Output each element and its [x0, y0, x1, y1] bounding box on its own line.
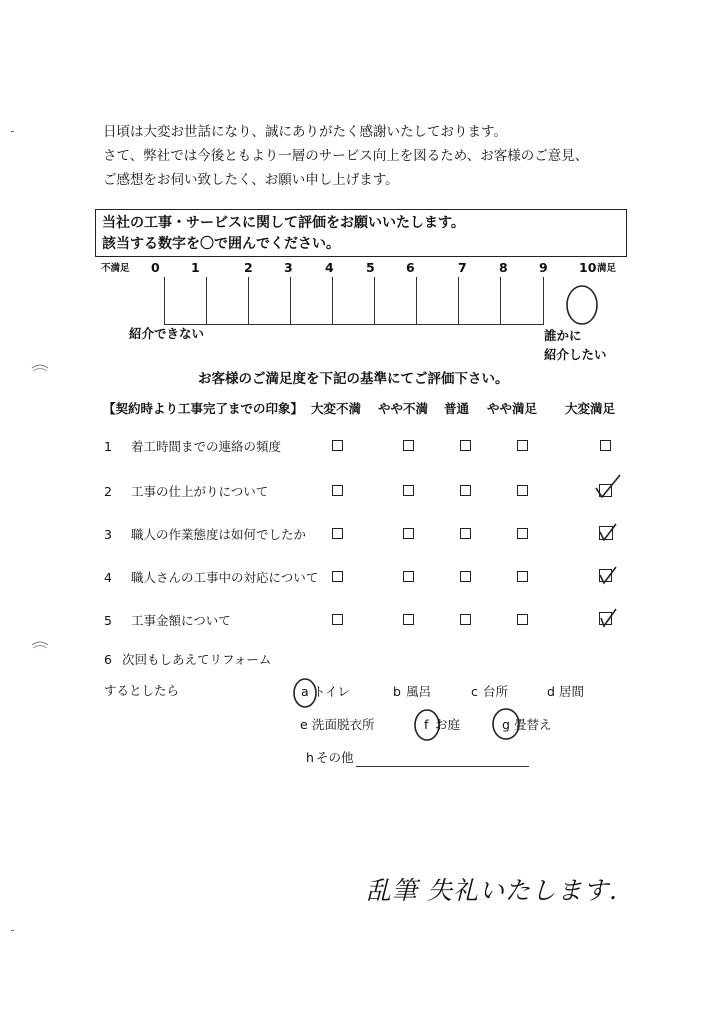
option-c-letter[interactable]: c: [471, 684, 478, 699]
scale-tick: [543, 277, 544, 325]
q1-checkbox-somewhat-satisfied[interactable]: [517, 440, 528, 451]
q2-checkbox-somewhat-satisfied[interactable]: [517, 485, 528, 496]
q1-checkbox-very-satisfied[interactable]: [600, 440, 611, 451]
scale-tick: [290, 277, 291, 325]
q5-check-mark: [596, 606, 620, 630]
scale-number-0[interactable]: 0: [151, 260, 160, 275]
column-header-somewhat-satisfied: やや満足: [487, 401, 538, 416]
scale-number-9[interactable]: 9: [539, 260, 548, 275]
q3-checkbox-somewhat-satisfied[interactable]: [517, 528, 528, 539]
option-c-label[interactable]: 台所: [483, 684, 509, 699]
question-5-number: 5: [104, 613, 112, 628]
punch-hole-mark: [30, 637, 50, 651]
question-1-number: 1: [104, 439, 112, 454]
rating-instruction-box: [95, 209, 627, 257]
scale-number-2[interactable]: 2: [244, 260, 253, 275]
option-f-label[interactable]: お庭: [435, 717, 461, 732]
scale-number-6[interactable]: 6: [406, 260, 415, 275]
question-3-number: 3: [104, 527, 112, 542]
scale-left-label: 不満足: [101, 263, 130, 274]
scale-bottom-right-label-2: 紹介したい: [544, 347, 607, 362]
intro-line-1: 日頃は大変お世話になり、誠にありがたく感謝いたしております。: [103, 124, 507, 140]
option-a-label[interactable]: トイレ: [313, 684, 350, 699]
question-4-text: 職人さんの工事中の対応について: [131, 570, 319, 585]
question-6-text-line-1: 次回もしあえてリフォーム: [122, 652, 272, 667]
q3-checkbox-very-dissatisfied[interactable]: [332, 528, 343, 539]
q5-checkbox-somewhat-satisfied[interactable]: [517, 614, 528, 625]
q1-checkbox-very-dissatisfied[interactable]: [332, 440, 343, 451]
q5-checkbox-neutral[interactable]: [460, 614, 471, 625]
scale-tick: [206, 277, 207, 325]
q2-checkbox-very-dissatisfied[interactable]: [332, 485, 343, 496]
question-6-text-line-2: するとしたら: [104, 683, 180, 698]
scan-speck: [11, 131, 14, 132]
scale-number-4[interactable]: 4: [325, 260, 334, 275]
scale-number-8[interactable]: 8: [499, 260, 508, 275]
scale-tick: [416, 277, 417, 325]
option-h-label[interactable]: その他: [316, 750, 354, 765]
option-f-letter[interactable]: f: [424, 717, 429, 732]
scale-bottom-left-label: 紹介できない: [129, 326, 205, 341]
scale-right-label: 満足: [597, 263, 617, 274]
selected-rating-circle: [562, 283, 602, 329]
question-6-number: 6: [104, 652, 112, 667]
q2-checkbox-neutral[interactable]: [460, 485, 471, 496]
scale-tick: [374, 277, 375, 325]
option-h-letter[interactable]: h: [306, 750, 314, 765]
column-header-very-satisfied: 大変満足: [565, 401, 616, 416]
question-1-text: 着工時間までの連絡の頻度: [131, 439, 282, 454]
q4-checkbox-very-dissatisfied[interactable]: [332, 571, 343, 582]
q4-checkbox-somewhat-satisfied[interactable]: [517, 571, 528, 582]
q4-checkbox-neutral[interactable]: [460, 571, 471, 582]
q4-checkbox-somewhat-dissatisfied[interactable]: [403, 571, 414, 582]
option-e-letter[interactable]: e: [300, 717, 308, 732]
handwritten-note: 乱筆 失礼いたします.: [366, 876, 618, 905]
option-d-label[interactable]: 居間: [559, 684, 585, 699]
scale-tick: [332, 277, 333, 325]
q5-checkbox-very-dissatisfied[interactable]: [332, 614, 343, 625]
q2-checkbox-somewhat-dissatisfied[interactable]: [403, 485, 414, 496]
scan-speck: [11, 930, 14, 931]
rating-instruction-line-1: 当社の工事・サービスに関して評価をお願いいたします。: [102, 215, 465, 231]
other-answer-line[interactable]: [356, 766, 529, 767]
column-header-neutral: 普通: [444, 401, 470, 416]
option-d-letter[interactable]: d: [547, 684, 555, 699]
intro-line-3: ご感想をお伺い致したく、お願い申し上げます。: [103, 172, 399, 188]
scale-number-5[interactable]: 5: [366, 260, 375, 275]
q3-checkbox-neutral[interactable]: [460, 528, 471, 539]
column-header-somewhat-dissatisfied: やや不満: [378, 401, 429, 416]
q1-checkbox-neutral[interactable]: [460, 440, 471, 451]
question-3-text: 職人の作業態度は如何でしたか: [131, 527, 307, 542]
question-2-number: 2: [104, 484, 112, 499]
option-b-label[interactable]: 風呂: [406, 684, 432, 699]
option-e-label[interactable]: 洗面脱衣所: [312, 717, 375, 732]
scale-tick: [248, 277, 249, 325]
scale-baseline: [164, 324, 544, 325]
question-5-text: 工事金額について: [131, 613, 231, 628]
scale-tick: [164, 277, 165, 325]
scale-number-3[interactable]: 3: [284, 260, 293, 275]
q5-checkbox-somewhat-dissatisfied[interactable]: [403, 614, 414, 625]
section-header: 【契約時より工事完了までの印象】: [103, 401, 304, 416]
punch-hole-mark: [30, 360, 50, 374]
option-g-letter[interactable]: g: [502, 717, 510, 732]
option-b-letter[interactable]: b: [393, 684, 401, 699]
question-2-text: 工事の仕上がりについて: [131, 484, 269, 499]
option-g-label[interactable]: 畳替え: [514, 717, 552, 732]
scale-tick: [500, 277, 501, 325]
column-header-very-dissatisfied: 大変不満: [311, 401, 362, 416]
scale-bottom-right-label-1: 誰かに: [544, 328, 582, 343]
q3-checkbox-somewhat-dissatisfied[interactable]: [403, 528, 414, 539]
rating-instruction-line-2: 該当する数字を〇で囲んでください。: [102, 236, 340, 252]
q4-check-mark: [596, 563, 620, 587]
survey-title: お客様のご満足度を下記の基準にてご評価下さい。: [198, 371, 509, 387]
scale-number-7[interactable]: 7: [458, 260, 467, 275]
option-a-circle: [290, 676, 320, 710]
q1-checkbox-somewhat-dissatisfied[interactable]: [403, 440, 414, 451]
q3-check-mark: [596, 520, 620, 544]
option-a-letter[interactable]: a: [301, 684, 309, 699]
option-g-circle: [490, 706, 522, 742]
option-f-circle: [412, 707, 442, 743]
q2-check-mark: [592, 472, 624, 500]
scale-tick: [458, 277, 459, 325]
scale-number-10[interactable]: 10: [579, 260, 597, 275]
intro-line-2: さて、弊社では今後ともより一層のサービス向上を図るため、お客様のご意見、: [103, 148, 589, 164]
scale-number-1[interactable]: 1: [191, 260, 200, 275]
question-4-number: 4: [104, 570, 112, 585]
